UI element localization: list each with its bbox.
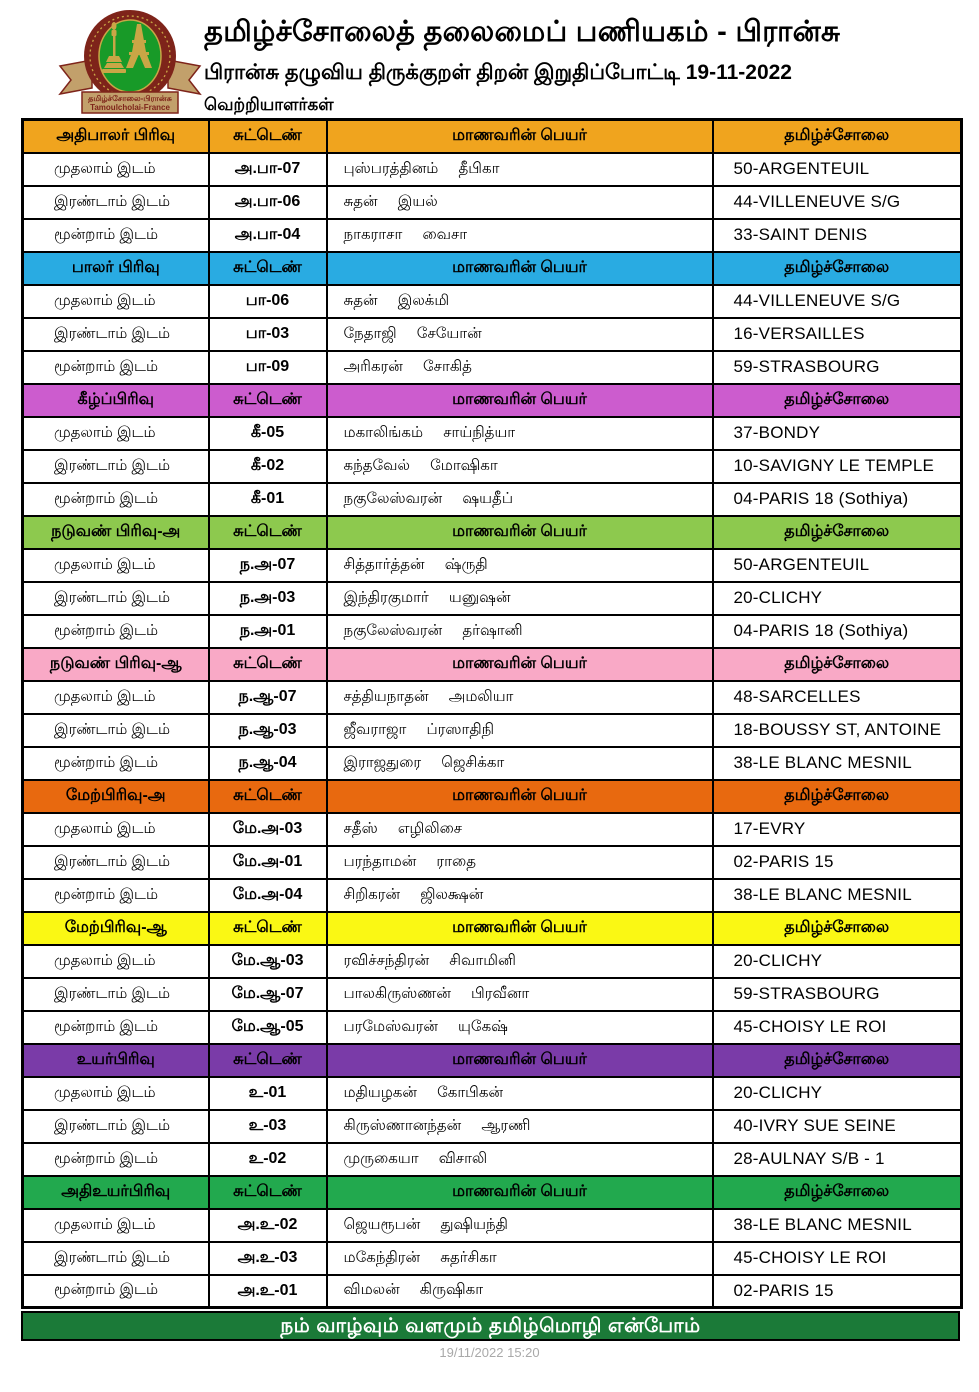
student-name-column-header: மாணவரின் பெயர் — [327, 1176, 713, 1209]
school-cell: 04-PARIS 18 (Sothiya) — [713, 615, 962, 648]
place-label-cell: மூன்றாம் இடம் — [23, 615, 209, 648]
result-row — [23, 747, 962, 780]
section-header-row — [23, 516, 962, 549]
school-cell: 44-VILLENEUVE S/G — [713, 285, 962, 318]
print-timestamp: 19/11/2022 15:20 — [439, 1345, 540, 1360]
result-row — [23, 1275, 962, 1308]
result-row — [23, 186, 962, 219]
student-name-cell: சத்தியநாதன் அமலியா — [327, 681, 713, 714]
place-label-cell: இரண்டாம் இடம் — [23, 318, 209, 351]
student-name-cell: அரிகரன் சோகித் — [327, 351, 713, 384]
code-cell: அ.பா-04 — [209, 219, 327, 252]
logo-ribbon-line1: தமிழ்ச்சோலை-பிரான்சு — [88, 94, 172, 103]
code-column-header: சுட்டெண் — [209, 780, 327, 813]
result-row — [23, 549, 962, 582]
student-name-cell: நேதாஜி சேயோன் — [327, 318, 713, 351]
code-column-header: சுட்டெண் — [209, 120, 327, 153]
place-label-cell: முதலாம் இடம் — [23, 1209, 209, 1242]
division-header-cell: கீழ்ப்பிரிவு — [23, 384, 209, 417]
school-cell: 59-STRASBOURG — [713, 351, 962, 384]
school-cell: 04-PARIS 18 (Sothiya) — [713, 483, 962, 516]
document-header — [0, 0, 979, 118]
student-name-cell: நகுலேஸ்வரன் தர்ஷானி — [327, 615, 713, 648]
school-cell: 18-BOUSSY ST, ANTOINE — [713, 714, 962, 747]
student-name-cell: புஸ்பரத்தினம் தீபிகா — [327, 153, 713, 186]
student-name-cell: சுதன் இலக்மி — [327, 285, 713, 318]
division-header-cell: அதிஉயர்பிரிவு — [23, 1176, 209, 1209]
code-column-header: சுட்டெண் — [209, 252, 327, 285]
school-cell: 38-LE BLANC MESNIL — [713, 1209, 962, 1242]
student-name-cell: விமலன் கிருஷிகா — [327, 1275, 713, 1308]
code-cell: மே.ஆ-07 — [209, 978, 327, 1011]
code-column-header: சுட்டெண் — [209, 1176, 327, 1209]
student-name-cell: மதியழகன் கோபிகன் — [327, 1077, 713, 1110]
school-cell: 20-CLICHY — [713, 582, 962, 615]
results-table — [21, 118, 963, 1309]
code-cell: ந.ஆ-03 — [209, 714, 327, 747]
code-cell: உ-02 — [209, 1143, 327, 1176]
code-cell: உ-01 — [209, 1077, 327, 1110]
result-row — [23, 846, 962, 879]
result-row — [23, 978, 962, 1011]
school-column-header: தமிழ்ச்சோலை — [713, 780, 962, 813]
result-row — [23, 879, 962, 912]
section-header-row — [23, 120, 962, 153]
student-name-cell: சதீஸ் எழிலிசை — [327, 813, 713, 846]
student-name-cell: ரவிச்சந்திரன் சிவாமினி — [327, 945, 713, 978]
code-cell: கீ-05 — [209, 417, 327, 450]
code-cell: உ-03 — [209, 1110, 327, 1143]
code-cell: ந.ஆ-07 — [209, 681, 327, 714]
result-row — [23, 417, 962, 450]
student-name-cell: கந்தவேல் மோஷிகா — [327, 450, 713, 483]
place-label-cell: இரண்டாம் இடம் — [23, 714, 209, 747]
code-cell: மே.அ-01 — [209, 846, 327, 879]
section-header-row — [23, 384, 962, 417]
school-cell: 02-PARIS 15 — [713, 1275, 962, 1308]
results-table-body — [23, 120, 962, 1308]
code-cell: அ.உ-02 — [209, 1209, 327, 1242]
student-name-cell: ஜீவராஜா ப்ரஸாதிநி — [327, 714, 713, 747]
student-name-column-header: மாணவரின் பெயர் — [327, 384, 713, 417]
place-label-cell: மூன்றாம் இடம் — [23, 483, 209, 516]
result-row — [23, 1209, 962, 1242]
result-row — [23, 483, 962, 516]
code-cell: பா-03 — [209, 318, 327, 351]
place-label-cell: இரண்டாம் இடம் — [23, 1242, 209, 1275]
school-cell: 20-CLICHY — [713, 1077, 962, 1110]
place-label-cell: மூன்றாம் இடம் — [23, 1143, 209, 1176]
emblem-inner-oval — [99, 20, 161, 92]
school-column-header: தமிழ்ச்சோலை — [713, 120, 962, 153]
code-cell: மே.ஆ-03 — [209, 945, 327, 978]
result-row — [23, 615, 962, 648]
division-header-cell: மேற்பிரிவு-அ — [23, 780, 209, 813]
code-cell: அ.பா-06 — [209, 186, 327, 219]
student-name-cell: முருகையா விசாலி — [327, 1143, 713, 1176]
code-cell: அ.பா-07 — [209, 153, 327, 186]
student-name-cell: நகுலேஸ்வரன் ஷயதீப் — [327, 483, 713, 516]
school-cell: 16-VERSAILLES — [713, 318, 962, 351]
student-name-cell: ஜெயரூபன் துஷியந்தி — [327, 1209, 713, 1242]
code-cell: கீ-01 — [209, 483, 327, 516]
code-column-header: சுட்டெண் — [209, 648, 327, 681]
school-cell: 38-LE BLANC MESNIL — [713, 879, 962, 912]
place-label-cell: மூன்றாம் இடம் — [23, 219, 209, 252]
division-header-cell: அதிபாலர் பிரிவு — [23, 120, 209, 153]
winners-label: வெற்றியாளர்கள் — [204, 95, 334, 114]
school-cell: 02-PARIS 15 — [713, 846, 962, 879]
code-column-header: சுட்டெண் — [209, 912, 327, 945]
code-cell: ந.அ-03 — [209, 582, 327, 615]
section-header-row — [23, 912, 962, 945]
place-label-cell: முதலாம் இடம் — [23, 813, 209, 846]
place-label-cell: மூன்றாம் இடம் — [23, 1275, 209, 1308]
section-header-row — [23, 648, 962, 681]
code-cell: ந.அ-01 — [209, 615, 327, 648]
student-name-column-header: மாணவரின் பெயர் — [327, 780, 713, 813]
student-name-column-header: மாணவரின் பெயர் — [327, 516, 713, 549]
section-header-row — [23, 252, 962, 285]
school-column-header: தமிழ்ச்சோலை — [713, 516, 962, 549]
student-name-cell: பாலகிருஸ்ணன் பிரவீனா — [327, 978, 713, 1011]
school-cell: 38-LE BLANC MESNIL — [713, 747, 962, 780]
tamoulcholai-logo — [56, 8, 204, 121]
school-cell: 33-SAINT DENIS — [713, 219, 962, 252]
code-column-header: சுட்டெண் — [209, 1044, 327, 1077]
place-label-cell: முதலாம் இடம் — [23, 945, 209, 978]
result-row — [23, 582, 962, 615]
result-row — [23, 714, 962, 747]
code-cell: கீ-02 — [209, 450, 327, 483]
place-label-cell: இரண்டாம் இடம் — [23, 846, 209, 879]
school-column-header: தமிழ்ச்சோலை — [713, 912, 962, 945]
school-cell: 45-CHOISY LE ROI — [713, 1011, 962, 1044]
code-cell: அ.உ-01 — [209, 1275, 327, 1308]
student-name-cell: மகாலிங்கம் சாய்நித்யா — [327, 417, 713, 450]
code-cell: பா-09 — [209, 351, 327, 384]
code-cell: மே.அ-04 — [209, 879, 327, 912]
place-label-cell: இரண்டாம் இடம் — [23, 978, 209, 1011]
place-label-cell: மூன்றாம் இடம் — [23, 351, 209, 384]
code-cell: மே.ஆ-05 — [209, 1011, 327, 1044]
place-label-cell: மூன்றாம் இடம் — [23, 1011, 209, 1044]
school-cell: 50-ARGENTEUIL — [713, 549, 962, 582]
section-header-row — [23, 780, 962, 813]
code-column-header: சுட்டெண் — [209, 384, 327, 417]
school-cell: 45-CHOISY LE ROI — [713, 1242, 962, 1275]
code-cell: மே.அ-03 — [209, 813, 327, 846]
student-name-cell: மகேந்திரன் சுதர்சிகா — [327, 1242, 713, 1275]
student-name-cell: இந்திரகுமார் யனுஷன் — [327, 582, 713, 615]
school-column-header: தமிழ்ச்சோலை — [713, 648, 962, 681]
school-cell: 20-CLICHY — [713, 945, 962, 978]
school-cell: 44-VILLENEUVE S/G — [713, 186, 962, 219]
motto-bar: நம் வாழ்வும் வளமும் தமிழ்மொழி என்போம் — [21, 1311, 960, 1341]
school-cell: 28-AULNAY S/B - 1 — [713, 1143, 962, 1176]
code-column-header: சுட்டெண் — [209, 516, 327, 549]
result-row — [23, 681, 962, 714]
place-label-cell: முதலாம் இடம் — [23, 549, 209, 582]
place-label-cell: மூன்றாம் இடம் — [23, 879, 209, 912]
result-row — [23, 1242, 962, 1275]
result-row — [23, 219, 962, 252]
student-name-cell: நாகராசா வைசா — [327, 219, 713, 252]
place-label-cell: மூன்றாம் இடம் — [23, 747, 209, 780]
student-name-cell: சித்தார்த்தன் ஷ்ருதி — [327, 549, 713, 582]
place-label-cell: முதலாம் இடம் — [23, 417, 209, 450]
student-name-column-header: மாணவரின் பெயர் — [327, 648, 713, 681]
school-cell: 40-IVRY SUE SEINE — [713, 1110, 962, 1143]
code-cell: பா-06 — [209, 285, 327, 318]
student-name-column-header: மாணவரின் பெயர் — [327, 1044, 713, 1077]
division-header-cell: நடுவண் பிரிவு-ஆ — [23, 648, 209, 681]
student-name-column-header: மாணவரின் பெயர் — [327, 912, 713, 945]
division-header-cell: நடுவண் பிரிவு-அ — [23, 516, 209, 549]
place-label-cell: முதலாம் இடம் — [23, 153, 209, 186]
place-label-cell: முதலாம் இடம் — [23, 681, 209, 714]
section-header-row — [23, 1044, 962, 1077]
section-header-row — [23, 1176, 962, 1209]
place-label-cell: இரண்டாம் இடம் — [23, 450, 209, 483]
result-row — [23, 285, 962, 318]
result-row — [23, 318, 962, 351]
place-label-cell: முதலாம் இடம் — [23, 285, 209, 318]
place-label-cell: முதலாம் இடம் — [23, 1077, 209, 1110]
school-column-header: தமிழ்ச்சோலை — [713, 384, 962, 417]
result-row — [23, 153, 962, 186]
result-row — [23, 945, 962, 978]
result-row — [23, 450, 962, 483]
division-header-cell: மேற்பிரிவு-ஆ — [23, 912, 209, 945]
school-cell: 59-STRASBOURG — [713, 978, 962, 1011]
document-title: தமிழ்ச்சோலைத் தலைமைப் பணியகம் - பிரான்சு — [204, 16, 841, 48]
student-name-cell: இராஜதுரை ஜெசிக்கா — [327, 747, 713, 780]
logo-ribbon-line2: Tamoulcholai-France — [90, 103, 170, 112]
student-name-cell: சுதன் இயல் — [327, 186, 713, 219]
student-name-column-header: மாணவரின் பெயர் — [327, 252, 713, 285]
code-cell: ந.அ-07 — [209, 549, 327, 582]
student-name-column-header: மாணவரின் பெயர் — [327, 120, 713, 153]
result-row — [23, 813, 962, 846]
result-row — [23, 351, 962, 384]
division-header-cell: பாலர் பிரிவு — [23, 252, 209, 285]
place-label-cell: இரண்டாம் இடம் — [23, 582, 209, 615]
school-column-header: தமிழ்ச்சோலை — [713, 1044, 962, 1077]
logo-emblem — [56, 8, 204, 116]
school-cell: 48-SARCELLES — [713, 681, 962, 714]
school-cell: 37-BONDY — [713, 417, 962, 450]
student-name-cell: பரமேஸ்வரன் யுகேஷ் — [327, 1011, 713, 1044]
school-cell: 10-SAVIGNY LE TEMPLE — [713, 450, 962, 483]
division-header-cell: உயர்பிரிவு — [23, 1044, 209, 1077]
school-cell: 50-ARGENTEUIL — [713, 153, 962, 186]
result-row — [23, 1143, 962, 1176]
school-cell: 17-EVRY — [713, 813, 962, 846]
school-column-header: தமிழ்ச்சோலை — [713, 1176, 962, 1209]
student-name-cell: கிருஸ்ணானந்தன் ஆரணி — [327, 1110, 713, 1143]
result-row — [23, 1011, 962, 1044]
result-row — [23, 1077, 962, 1110]
place-label-cell: இரண்டாம் இடம் — [23, 1110, 209, 1143]
document-subtitle: பிரான்சு தழுவிய திருக்குறள் திறன் இறுதிப்போட்டி 19-11-2022 — [204, 61, 792, 84]
place-label-cell: இரண்டாம் இடம் — [23, 186, 209, 219]
code-cell: அ.உ-03 — [209, 1242, 327, 1275]
code-cell: ந.ஆ-04 — [209, 747, 327, 780]
student-name-cell: பரந்தாமன் ராதை — [327, 846, 713, 879]
student-name-cell: சிறிகரன் ஜிலக்ஷன் — [327, 879, 713, 912]
result-row — [23, 1110, 962, 1143]
school-column-header: தமிழ்ச்சோலை — [713, 252, 962, 285]
title-block — [204, 16, 964, 117]
